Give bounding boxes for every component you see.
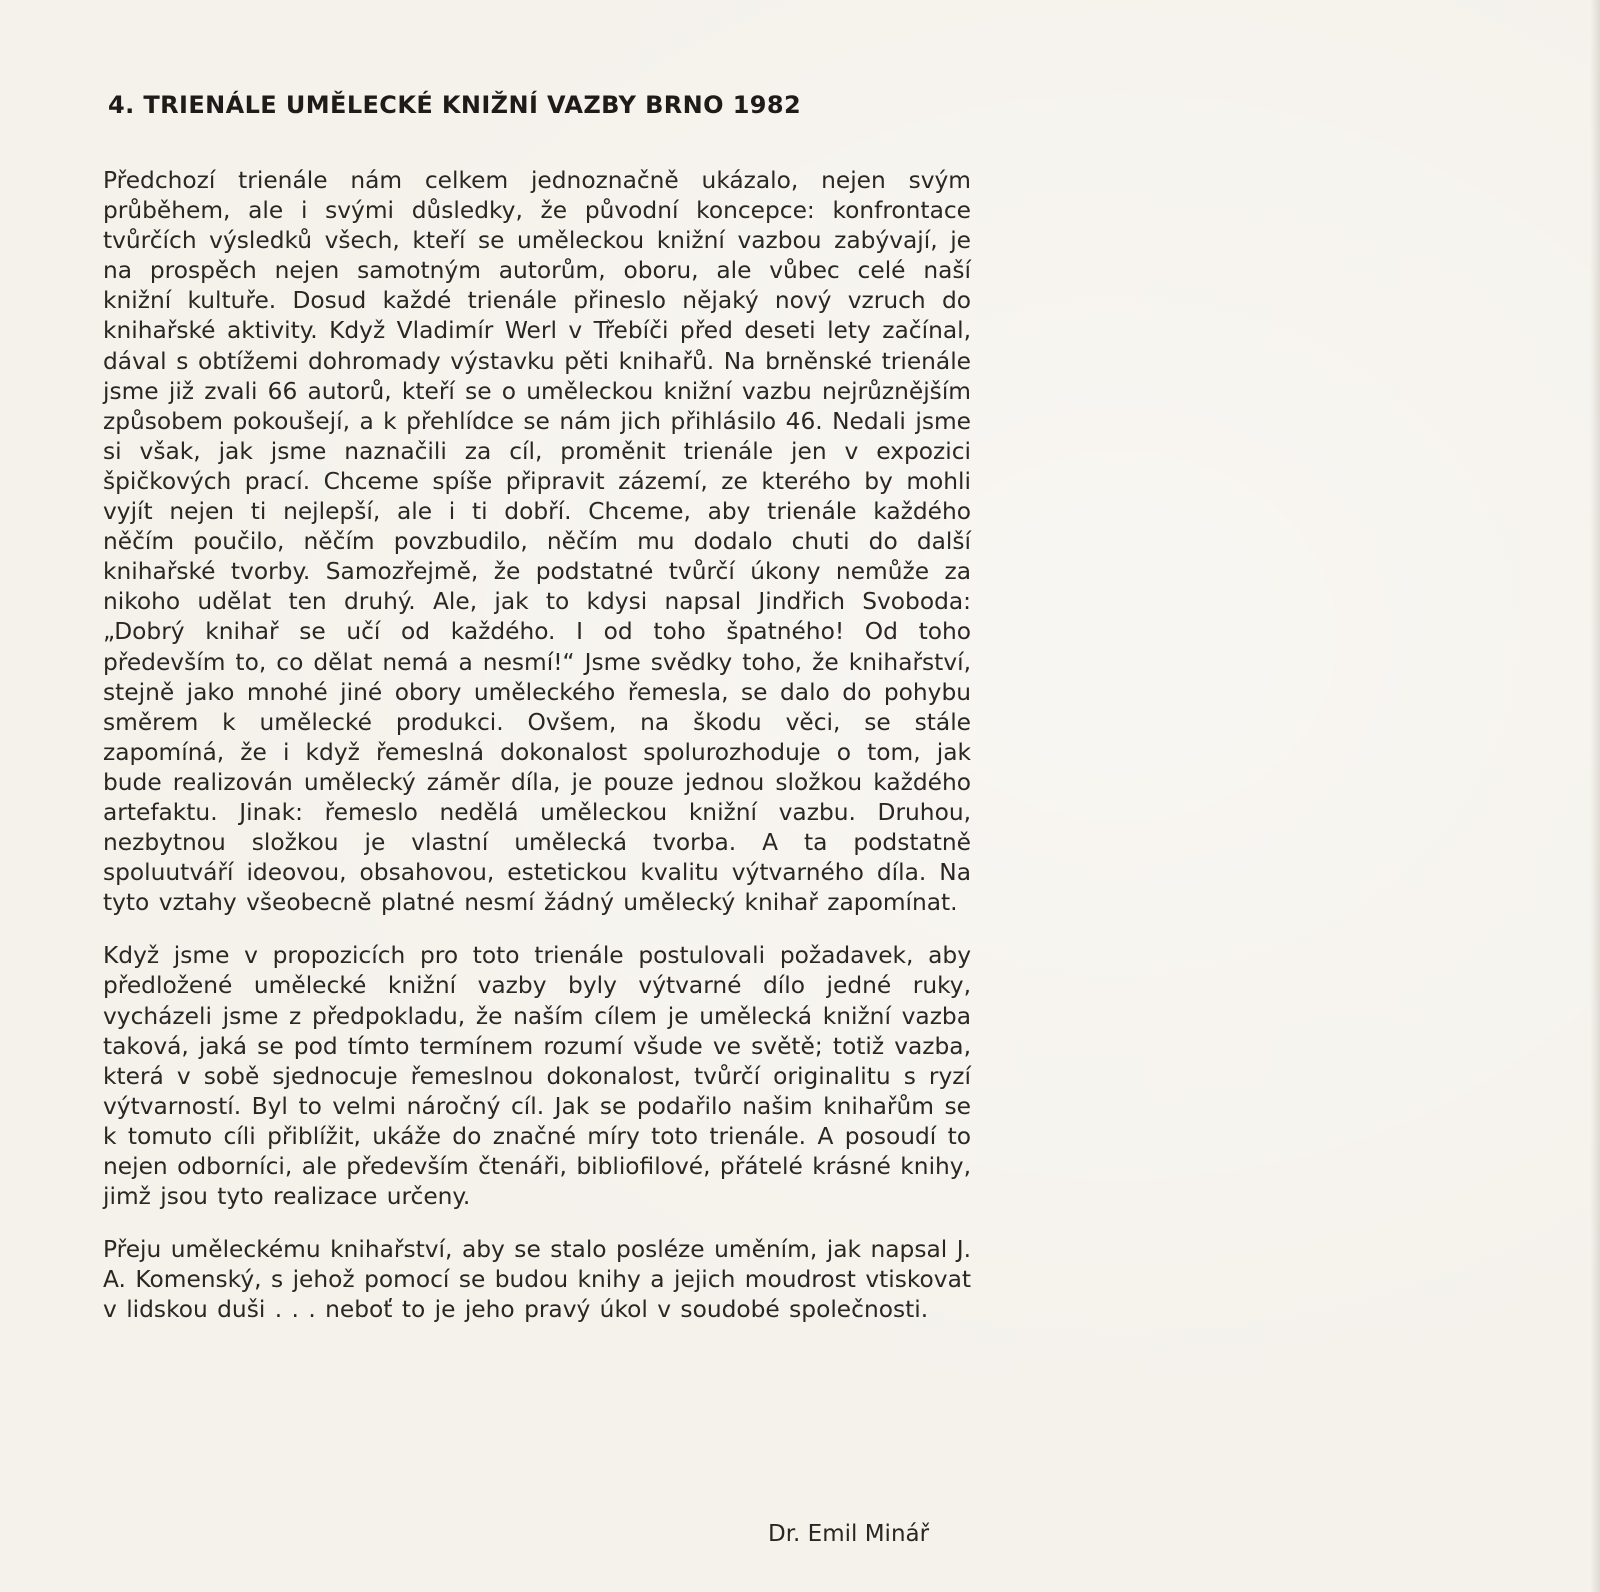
paragraph-2: Když jsme v propozicích pro toto trienále postulovali požadavek, aby předložené umělecké knižní vazby byly výtvarné dílo jedné ruky, vycházeli jsme z předpokladu, že naším cílem je umělecká knižní vazba taková, jaká se pod tímto termínem rozumí všude ve světě; totiž vazba, která v sobě sjednocuje řemeslnou dokonalost, tvůrčí originalitu s ryzí výtvarností. Byl to velmi náročný cíl. Jak se podařilo našim knihařům se k tomuto cíli přiblížit, ukáže do značné míry toto trienále. A posoudí to nejen odborníci, ale především čtenáři, bibliofilové, přátelé krásné knihy, jimž jsou tyto realizace určeny. [103,942,971,1211]
author-signature: Dr. Emil Minář [768,1521,930,1547]
article-body [103,166,971,1348]
page-edge-shadow [1590,0,1600,1592]
page-title: 4. TRIENÁLE UMĚLECKÉ KNIŽNÍ VAZBY BRNO 1982 [108,91,802,119]
paragraph-1: Předchozí trienále nám celkem jednoznačně ukázalo, nejen svým průběhem, ale i svými důsledky, že původní koncepce: konfrontace tvůrčích výsledků všech, kteří se uměleckou knižní vazbou zabývají, je na prospěch nejen samotným autorům, oboru, ale vůbec celé naší knižní kultuře. Dosud každé trienále přineslo nějaký nový vzruch do knihařské aktivity. Když Vladimír Werl v Třebíči před deseti lety začínal, dával s obtížemi dohromady výstavku pěti knihařů. Na brněnské trienále jsme již zvali 66 autorů, kteří se o uměleckou knižní vazbu nejrůznějším způsobem pokoušejí, a k přehlídce se nám jich přihlásilo 46. Nedali jsme si však, jak jsme naznačili za cíl, proměnit trienále jen v expozici špičkových prací. Chceme spíše připravit zázemí, ze kterého by mohli vyjít nejen ti nejlepší, ale i ti dobří. Chceme, aby trienále každého něčím poučilo, něčím povzbudilo, něčím mu dodalo chuti do další knihařské tvorby. Samozřejmě, že podstatné tvůrčí úkony nemůže za nikoho udělat ten druhý. Ale, jak to kdysi napsal Jindřich Svoboda: „Dobrý knihař se učí od každého. I od toho špatného! Od toho především to, co dělat nemá a nesmí!“ Jsme svědky toho, že knihařství, stejně jako mnohé jiné obory uměleckého řemesla, se dalo do pohybu směrem k umělecké produkci. Ovšem, na škodu věci, se stále zapomíná, že i když řemeslná dokonalost spolurozhoduje o tom, jak bude realizován umělecký záměr díla, je pouze jednou složkou každého artefaktu. Jinak: řemeslo nedělá uměleckou knižní vazbu. Druhou, nezbytnou složkou je vlastní umělecká tvorba. A ta podstatně spoluutváří ideovou, obsahovou, estetickou kvalitu výtvarného díla. Na tyto vztahy všeobecně platné nesmí žádný umělecký knihař zapomínat. [103,167,971,917]
paragraph-3: Přeju uměleckému knihařství, aby se stalo posléze uměním, jak napsal J. A. Komenský, s jehož pomocí se budou knihy a jejich moudrost vtiskovat v lidskou duši . . . neboť to je jeho pravý úkol v soudobé společnosti. [103,1236,971,1324]
